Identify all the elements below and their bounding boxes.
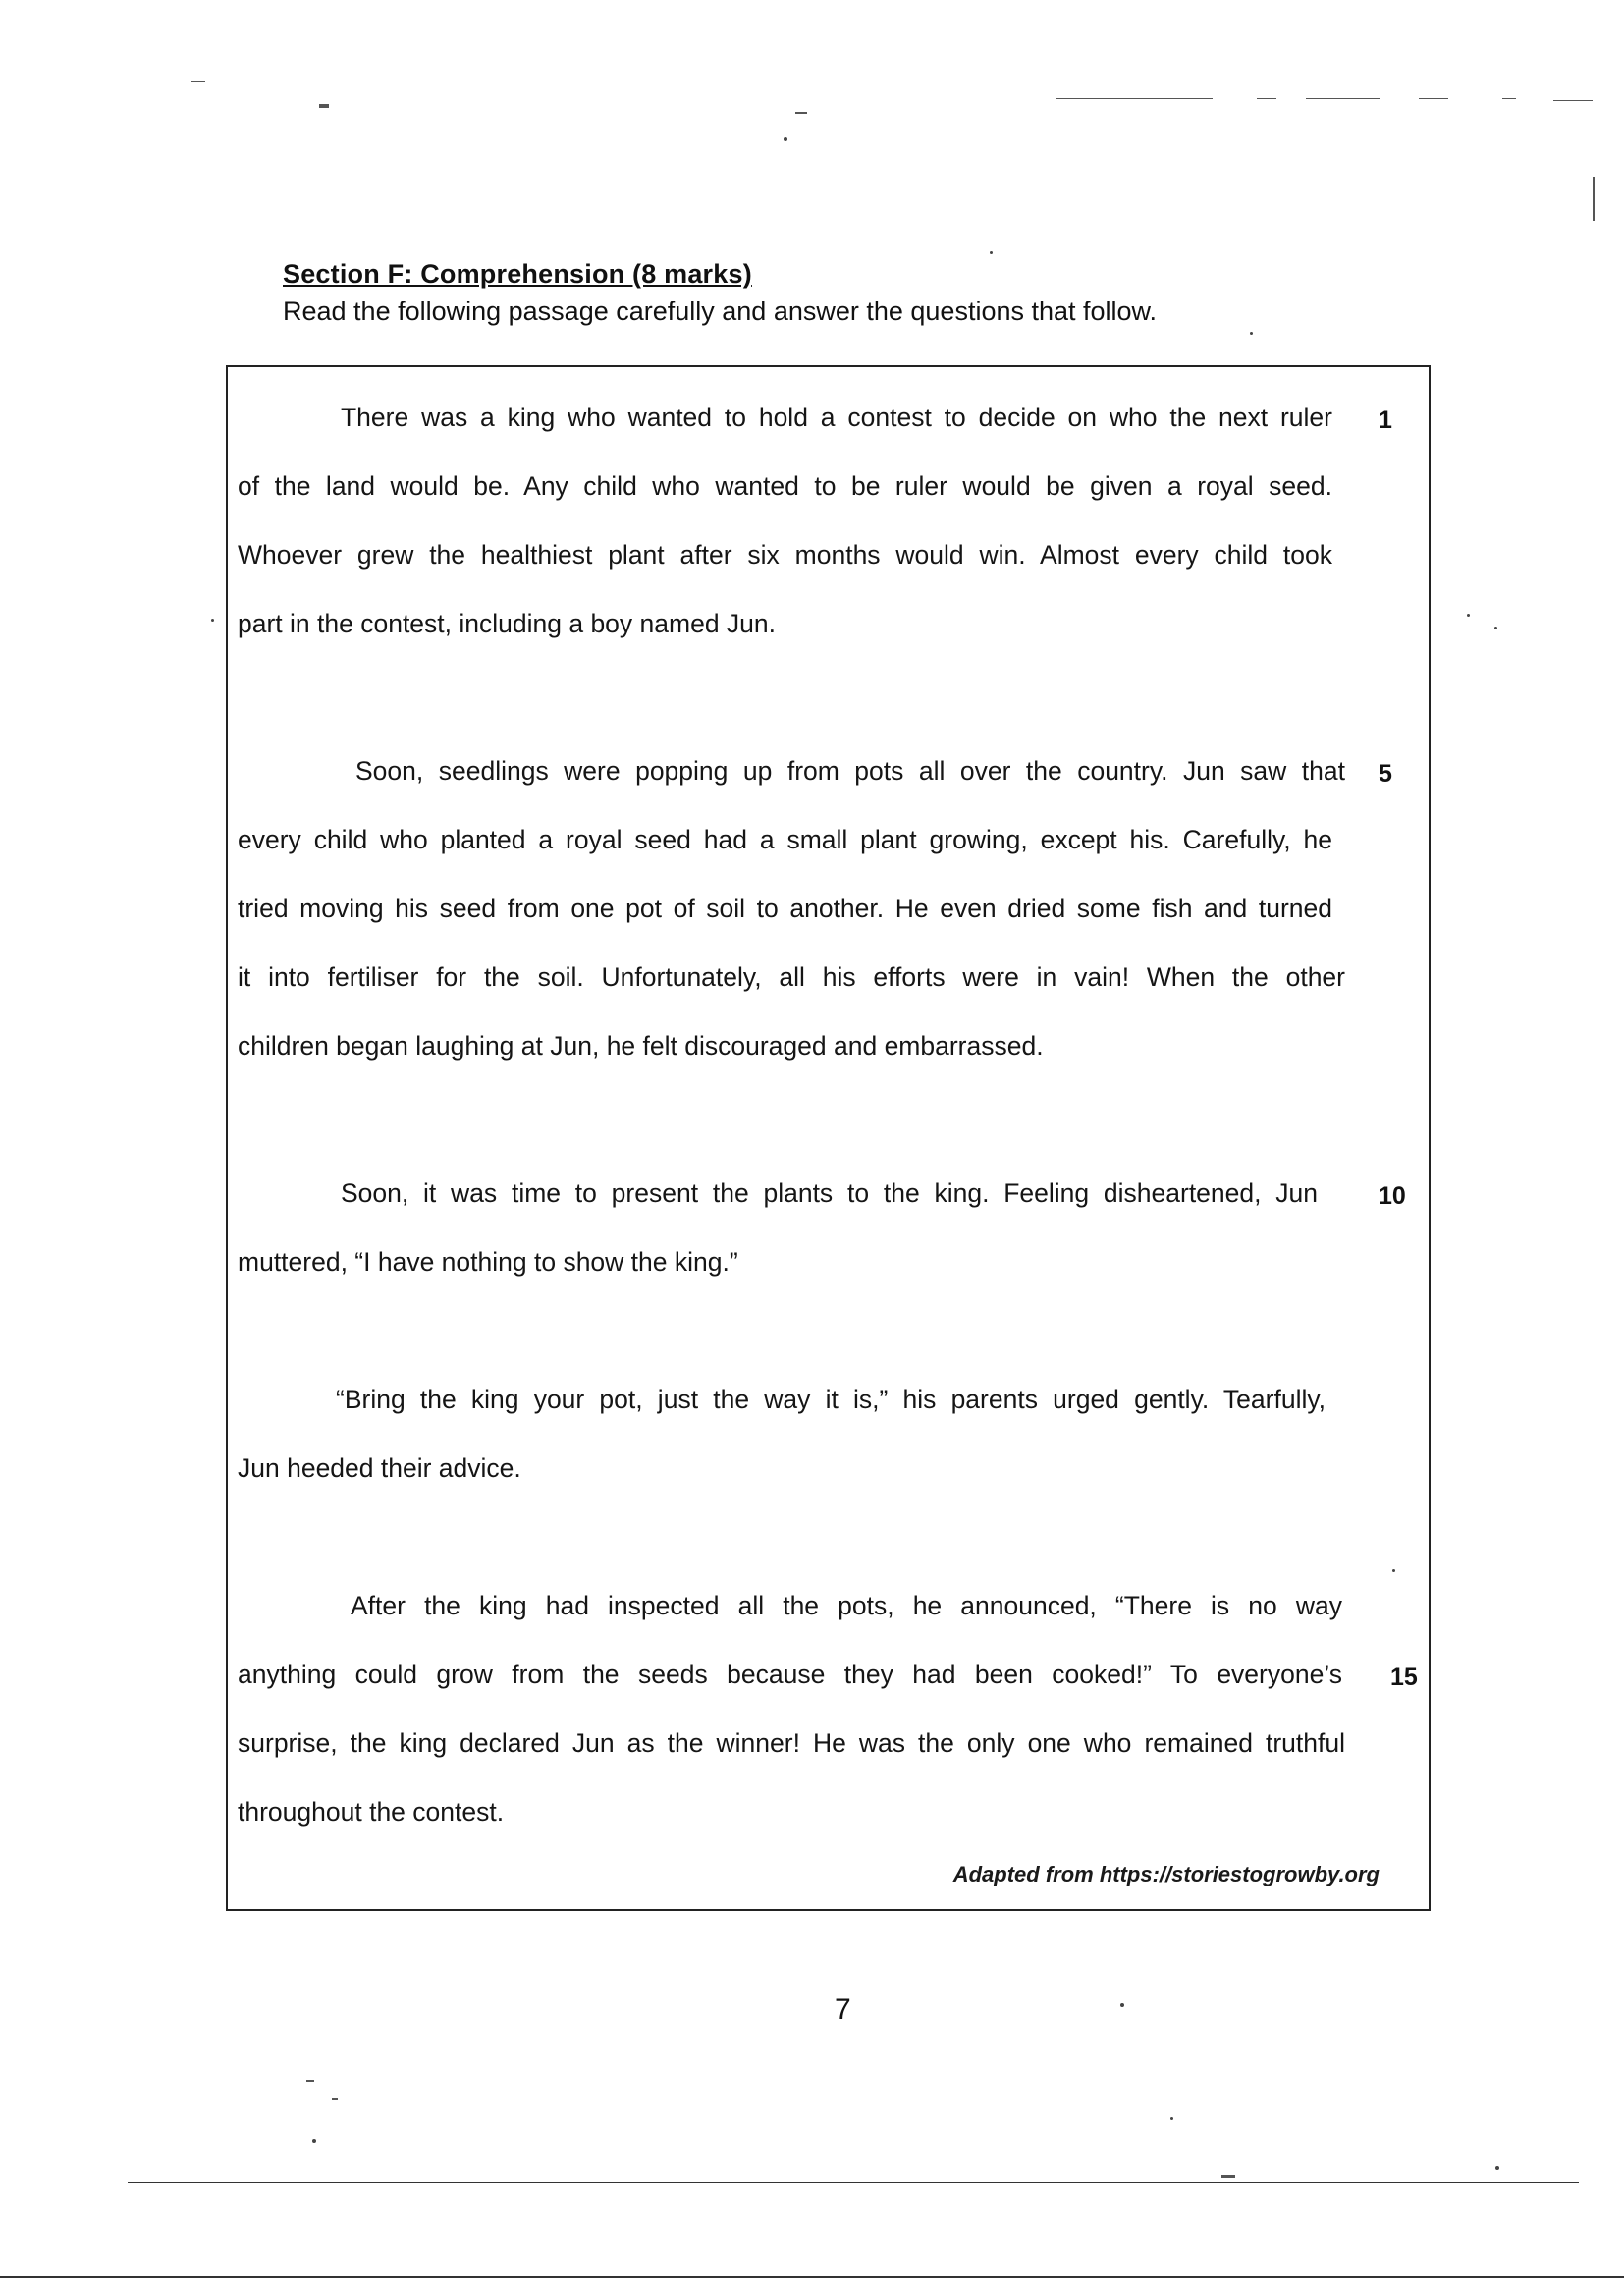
section-title: Section F: Comprehension (8 marks) [283,259,752,289]
passage-line: anything could grow from the seeds because they had been cooked!” To everyone’s [238,1660,1342,1689]
passage-line: children began laughing at Jun, he felt discouraged and embarrassed. [238,1031,1044,1061]
passage-line: part in the contest, including a boy named Jun. [238,609,777,638]
scan-artifact [1419,98,1448,99]
line-number: 15 [1390,1664,1418,1691]
passage-line: it into fertiliser for the soil. Unfortunately, all his efforts were in vain! When the other [238,962,1345,992]
passage-line: There was a king who wanted to hold a contest to decide on who the next ruler [341,403,1332,432]
instruction-text: Read the following passage carefully and answer the questions that follow. [283,297,1158,326]
scan-artifact [312,2139,316,2143]
passage-line: Jun heeded their advice. [238,1453,521,1483]
scan-artifact [211,619,214,622]
footer-rule [0,2276,1624,2278]
line-number: 10 [1379,1182,1406,1210]
source-credit: Adapted from https://storiestogrowby.org [952,1862,1380,1886]
scan-artifact [1553,100,1593,101]
passage-line: muttered, “I have nothing to show the king.” [238,1247,738,1277]
passage-line: Soon, it was time to present the plants to the king. Feeling disheartened, Jun [341,1178,1318,1208]
scan-artifact [990,251,993,254]
scan-artifact [795,112,807,114]
scan-artifact [332,2098,338,2100]
scan-artifact [1306,98,1380,99]
page-number: 7 [835,1994,851,2026]
scan-artifact [1467,614,1470,617]
footer-rule [128,2182,1579,2183]
line-number: 1 [1379,407,1392,434]
scan-artifact [306,2080,314,2082]
passage-line: of the land would be. Any child who wanted to be ruler would be given a royal seed. [238,471,1332,501]
passage-box [226,365,1431,1911]
passage-line: Soon, seedlings were popping up from pots all over the country. Jun saw that [355,756,1345,786]
scan-artifact [1502,98,1516,99]
scan-artifact [1120,2003,1124,2007]
scan-artifact [1593,177,1595,221]
passage-line: Whoever grew the healthiest plant after six months would win. Almost every child took [238,540,1332,570]
passage-line: every child who planted a royal seed had a small plant growing, except his. Carefully, he [238,825,1332,854]
scan-artifact [1257,98,1276,99]
scan-artifact [1221,2175,1235,2178]
passage-line: surprise, the king declared Jun as the winner! He was the only one who remained truthful [238,1728,1345,1758]
scan-artifact [784,137,787,141]
passage-line: After the king had inspected all the pots, he announced, “There is no way [351,1591,1342,1620]
scan-artifact [1170,2117,1173,2120]
scan-artifact [1056,98,1213,99]
scan-artifact [191,81,205,82]
scan-artifact [319,104,329,108]
passage-line: tried moving his seed from one pot of soil to another. He even dried some fish and turned [238,894,1332,923]
passage-line: “Bring the king your pot, just the way it is,” his parents urged gently. Tearfully, [336,1385,1326,1414]
passage-line: throughout the contest. [238,1797,505,1827]
scan-artifact [1495,2166,1499,2170]
scan-artifact [1494,627,1497,629]
line-number: 5 [1379,760,1392,788]
scan-artifact [1250,332,1253,335]
